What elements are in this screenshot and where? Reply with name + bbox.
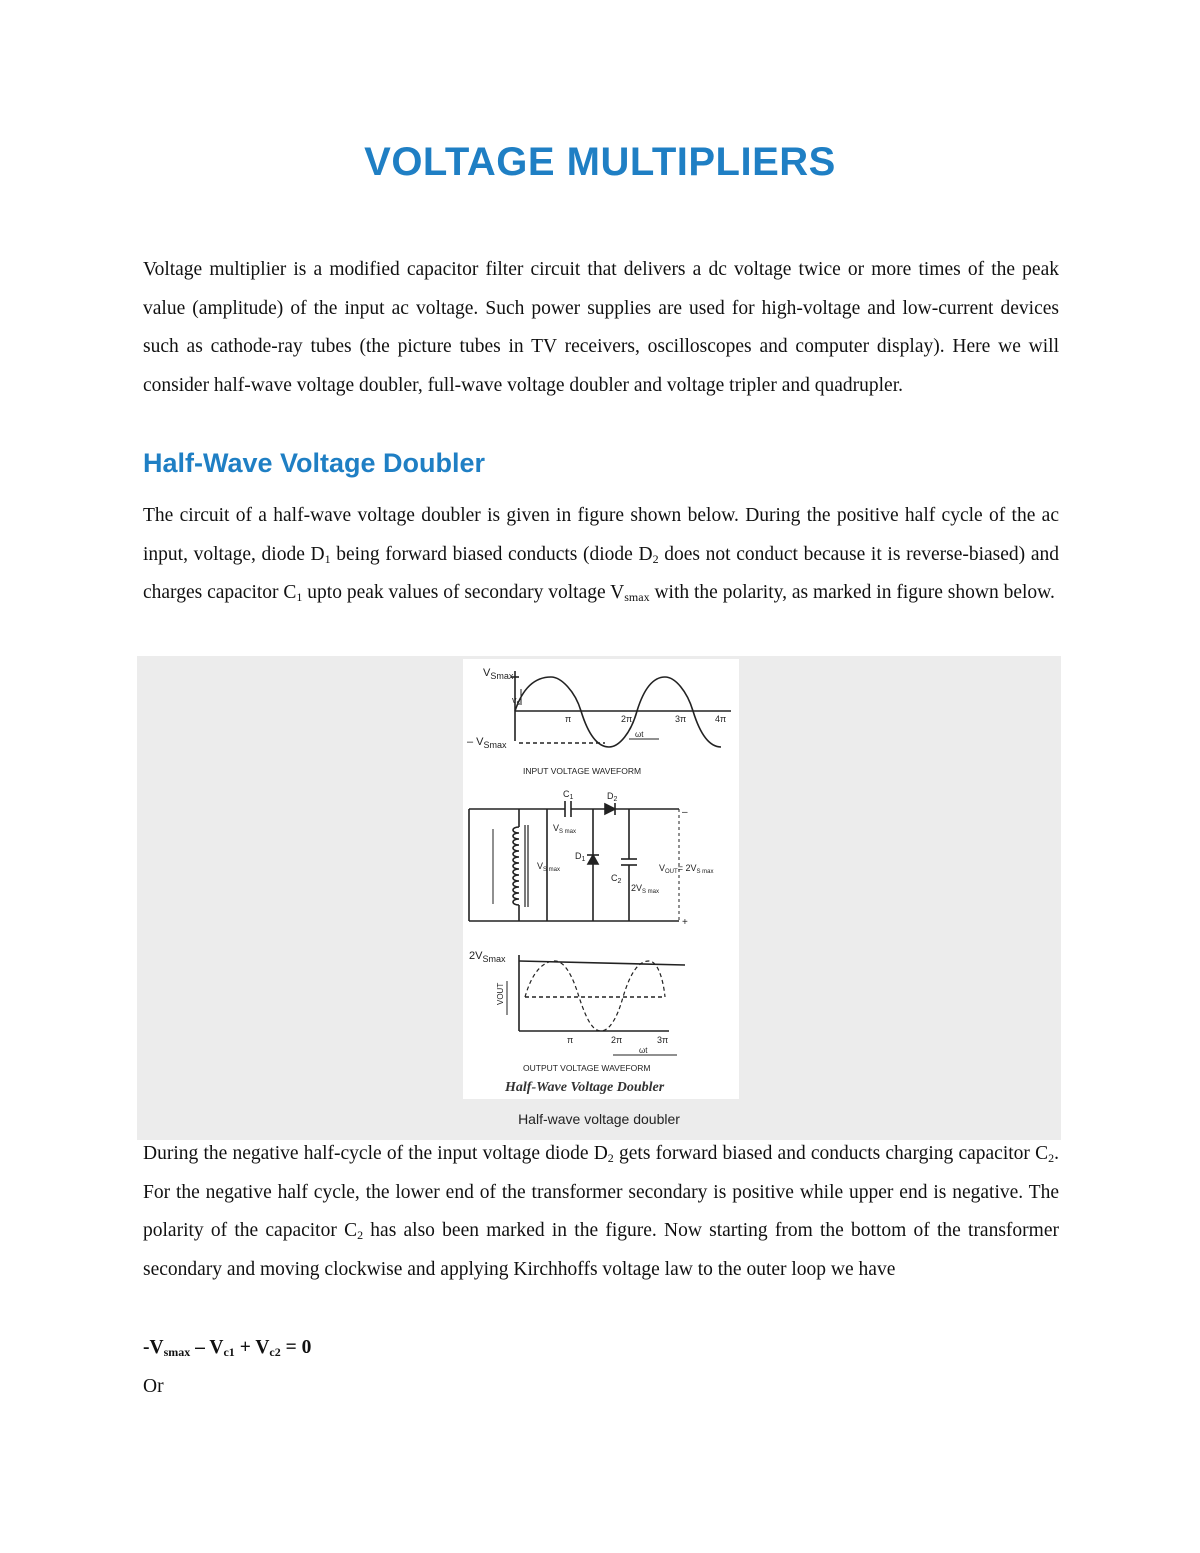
output-waveform-title: OUTPUT VOLTAGE WAVEFORM — [523, 1063, 651, 1073]
four-pi-tick: 4π — [715, 714, 727, 724]
output-omega-t-label: ωt — [639, 1046, 648, 1055]
c2-label: $C_2$ — [611, 873, 622, 885]
three-pi-tick: 3π — [675, 714, 687, 724]
output-pi-tick: π — [567, 1035, 574, 1045]
output-two-pi-tick: 2π — [611, 1035, 623, 1045]
c1-voltage-label: $V_{S max}$ — [553, 823, 577, 835]
intro-paragraph: Voltage multiplier is a modified capacitor filter circuit that delivers a dc voltage twice or more times of the peak value (amplitude) of the input ac voltage. Such power supplies are used for high-voltage and low-current devices such as cathode-ray tubes (the picture tubes in TV receivers, oscilloscopes and computer display). Here we will consider half-wave voltage doubler, full-wave voltage doubler and voltage tripler and quadrupler. — [143, 259, 1059, 396]
c1-label: $C_1$ — [563, 789, 574, 801]
figure-caption: Half-wave voltage doubler — [518, 1111, 680, 1127]
pi-tick: π — [565, 714, 572, 724]
input-waveform — [511, 671, 731, 747]
omega-t-label: ωt — [635, 730, 644, 739]
page-title: VOLTAGE MULTIPLIERS — [364, 140, 836, 184]
section-heading: Half-Wave Voltage Doubler — [143, 448, 486, 478]
secondary-voltage-label: $V_{S max}$ — [537, 861, 561, 873]
vs-axis-label: $v_s$ — [512, 695, 520, 707]
two-vsmax-axis-label: $2V_{Smax}$ — [469, 950, 506, 964]
output-minus-sign: – — [682, 807, 688, 818]
c2-voltage-label: $2V_{S max}$ — [631, 883, 660, 895]
voltage-doubler-diagram — [463, 659, 739, 1099]
vout-label: $V_{OUT}= 2V_{S max}$ — [659, 863, 714, 875]
two-pi-tick: 2π — [621, 714, 633, 724]
negative-half-cycle-paragraph: During the negative half-cycle of the input voltage diode $D_2$ gets forward biased and conducts charging capacitor $C_2$. For the negative half cycle, the lower end of the transformer secondary is positive while upper end is negative. The polarity of the capacitor $C_2$ has also been marked in the figure. Now starting from the bottom of the transformer secondary and moving clockwise and applying Kirchhoffs voltage law to the outer loop we have — [143, 1143, 1059, 1280]
figure-italic-title: Half-Wave Voltage Doubler — [505, 1080, 665, 1095]
vsmax-label: $V_{Smax}$ — [483, 667, 514, 681]
input-waveform-title: INPUT VOLTAGE WAVEFORM — [523, 766, 642, 776]
vout-axis-label: VOUT — [496, 982, 505, 1005]
output-three-pi-tick: 3π — [657, 1035, 669, 1045]
d1-label: $D_1$ — [575, 851, 586, 863]
d2-label: $D_2$ — [607, 791, 618, 803]
voltage-doubler-figure — [463, 659, 739, 1099]
circuit-schematic — [469, 801, 679, 921]
or-text: Or — [143, 1376, 164, 1397]
neg-vsmax-label: – $V_{Smax}$ — [467, 736, 507, 750]
output-plus-sign: + — [682, 917, 688, 928]
circuit-description-paragraph: The circuit of a half-wave voltage doubler is given in figure shown below. During the positive half cycle of the ac input, voltage, diode $D_1$ being forward biased conducts (diode $D_2$ does not conduct because it is reverse-biased) and charges capacitor $C_1$ upto peak values of secondary voltage $V_{smax}$ with the polarity, as marked in figure shown below. — [143, 505, 1059, 605]
kvl-equation: $-V_{smax} - V_{c1} + V_{c2} = 0$ — [143, 1337, 312, 1359]
